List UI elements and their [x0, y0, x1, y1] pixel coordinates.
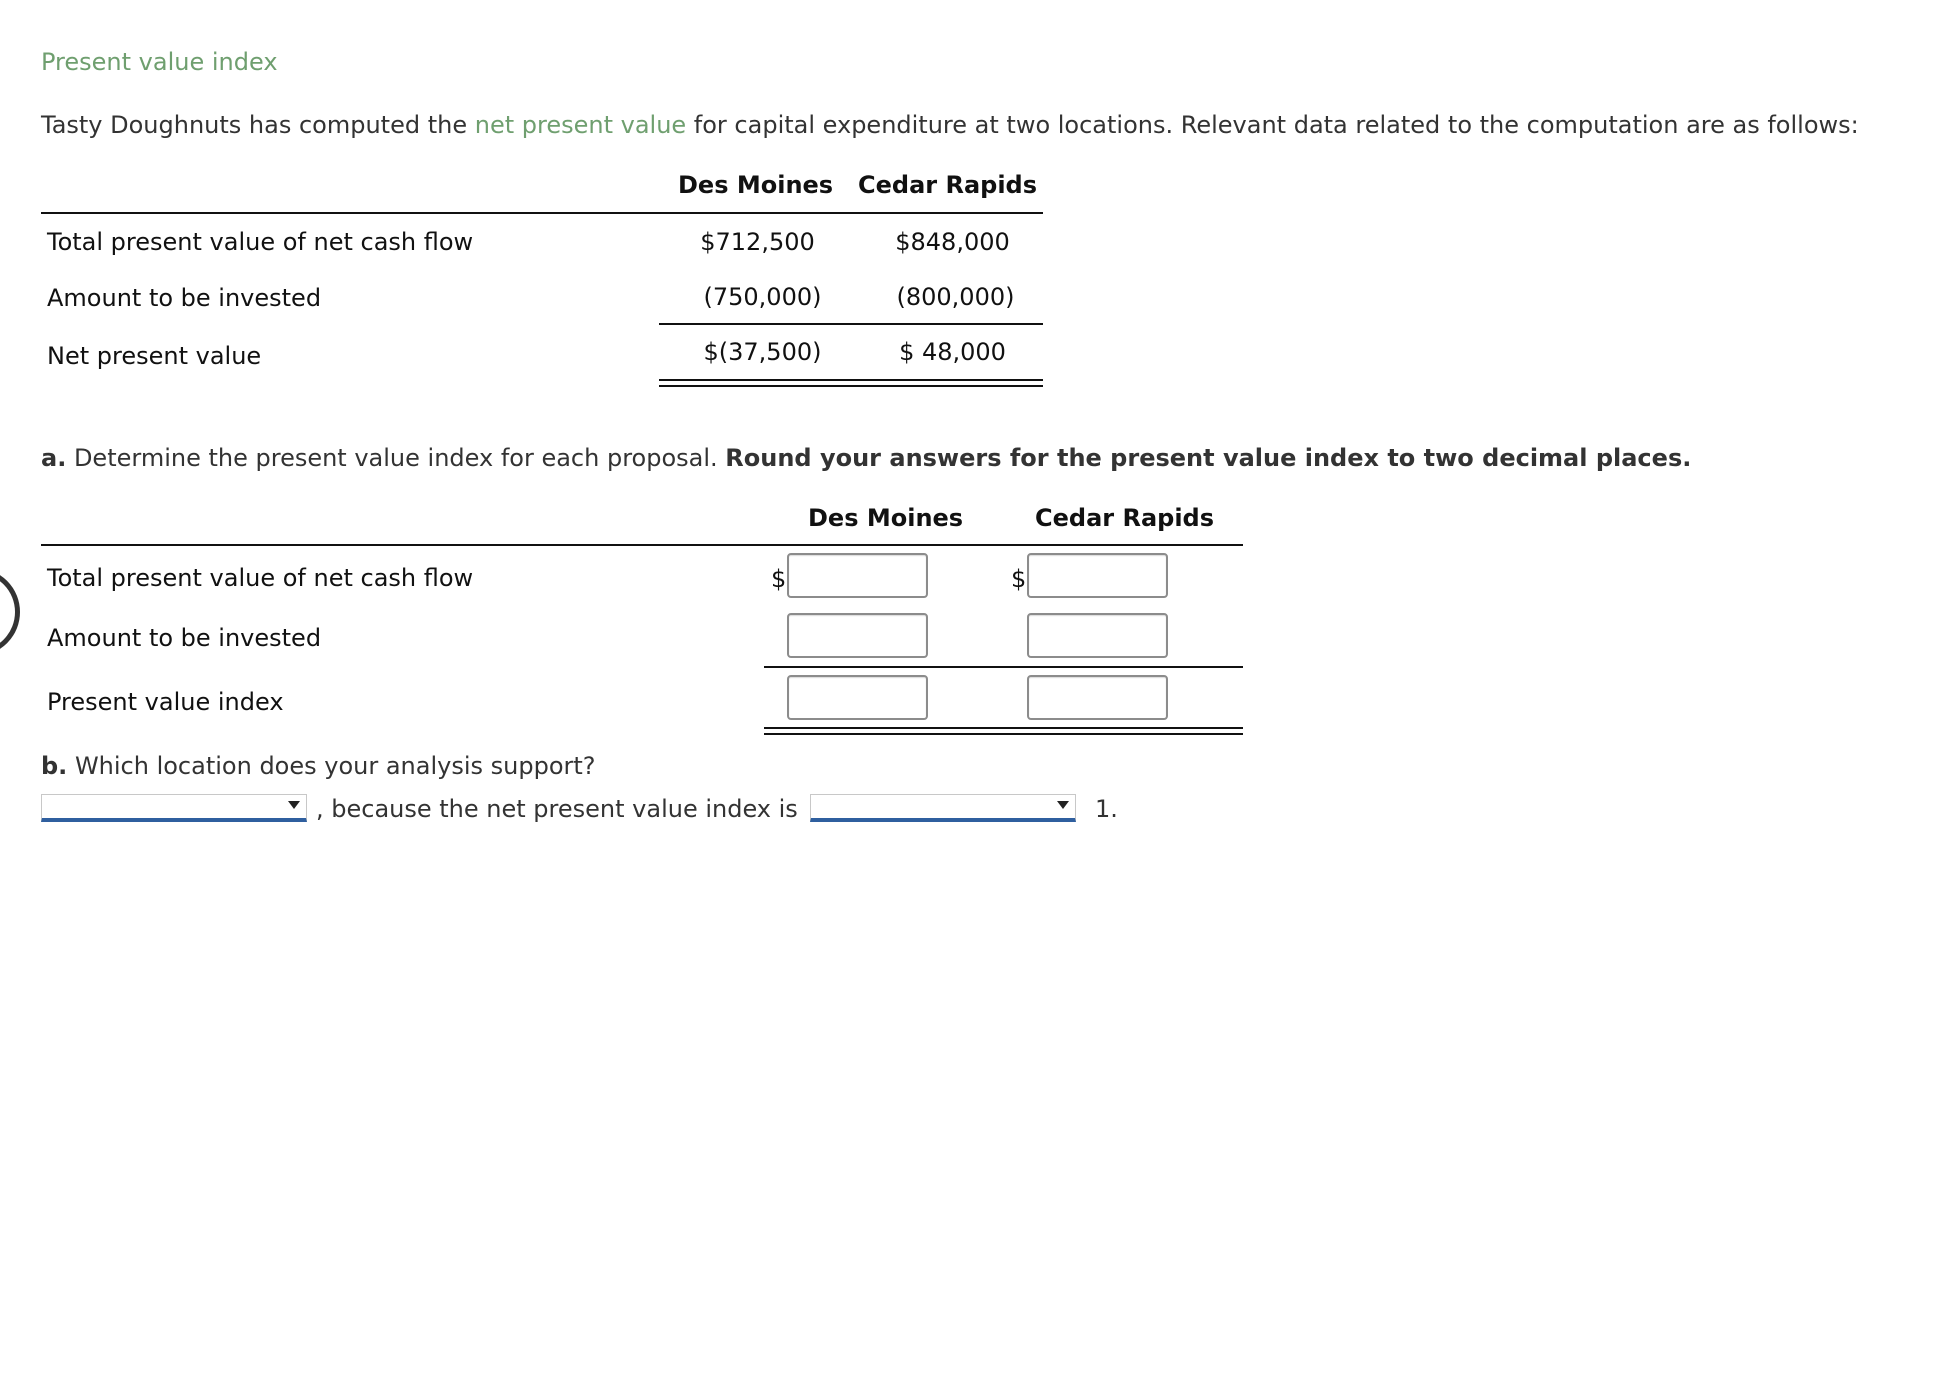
answer-col-header-des-moines: Des Moines [808, 504, 964, 532]
cedar-rapids-invested-input[interactable] [1027, 613, 1168, 658]
comparison-select[interactable] [810, 794, 1076, 822]
cedar-rapids-pv-index-input[interactable] [1027, 675, 1168, 720]
given-cell: $848,000 [895, 228, 1010, 256]
des-moines-pv-index-input[interactable] [787, 675, 928, 720]
answer-header-rule [41, 544, 1243, 546]
des-moines-invested-input[interactable] [787, 613, 928, 658]
given-row-label: Total present value of net cash flow [47, 228, 474, 256]
answer-total-double-rule [764, 727, 1243, 735]
part-b-question [41, 752, 596, 780]
intro-text-end: for capital expenditure at two locations. Relevant data related to the computation are as follows: [686, 111, 1859, 139]
given-row-label: Net present value [47, 342, 262, 370]
given-cell: $ 48,000 [899, 338, 1006, 366]
given-cell: (750,000) [703, 283, 822, 311]
given-col-header-cedar-rapids: Cedar Rapids [858, 171, 1038, 199]
part-a-marker: a. [41, 444, 67, 472]
given-subtotal-rule [659, 323, 1043, 325]
location-select[interactable] [41, 794, 307, 822]
cedar-rapids-cash-flow-input[interactable] [1027, 553, 1168, 598]
chevron-down-icon [288, 801, 300, 809]
part-b-suffix: 1. [1095, 795, 1118, 823]
part-a-text: Determine the present value index for each proposal. [73, 444, 718, 472]
given-cell: (800,000) [896, 283, 1015, 311]
given-total-double-rule [659, 379, 1043, 387]
intro-text-start: Tasty Doughnuts has computed the [41, 111, 475, 139]
net-present-value-link[interactable]: net present value [474, 111, 687, 139]
answer-subtotal-rule [764, 666, 1243, 668]
page-title: Present value index [41, 48, 278, 76]
intro-paragraph [41, 111, 1859, 139]
given-header-rule [41, 212, 1043, 214]
given-cell: $712,500 [700, 228, 815, 256]
answer-row-label: Amount to be invested [47, 624, 322, 652]
part-b-question-text: Which location does your analysis support? [74, 752, 596, 780]
part-b-marker: b. [41, 752, 68, 780]
dollar-sign: $ [1011, 565, 1027, 593]
answer-row-label: Total present value of net cash flow [47, 564, 474, 592]
des-moines-cash-flow-input[interactable] [787, 553, 928, 598]
given-cell: $(37,500) [703, 338, 822, 366]
given-row-label: Amount to be invested [47, 284, 322, 312]
dollar-sign: $ [771, 565, 787, 593]
part-a-instruction [41, 444, 1691, 472]
part-a-rounding-note: Round your answers for the present value index to two decimal places. [725, 444, 1692, 472]
answer-col-header-cedar-rapids: Cedar Rapids [1035, 504, 1215, 532]
given-col-header-des-moines: Des Moines [678, 171, 834, 199]
chevron-down-icon [1057, 801, 1069, 809]
part-b-connector: , because the net present value index is [316, 795, 798, 823]
answer-row-label: Present value index [47, 688, 284, 716]
loading-ring-icon [0, 568, 20, 656]
